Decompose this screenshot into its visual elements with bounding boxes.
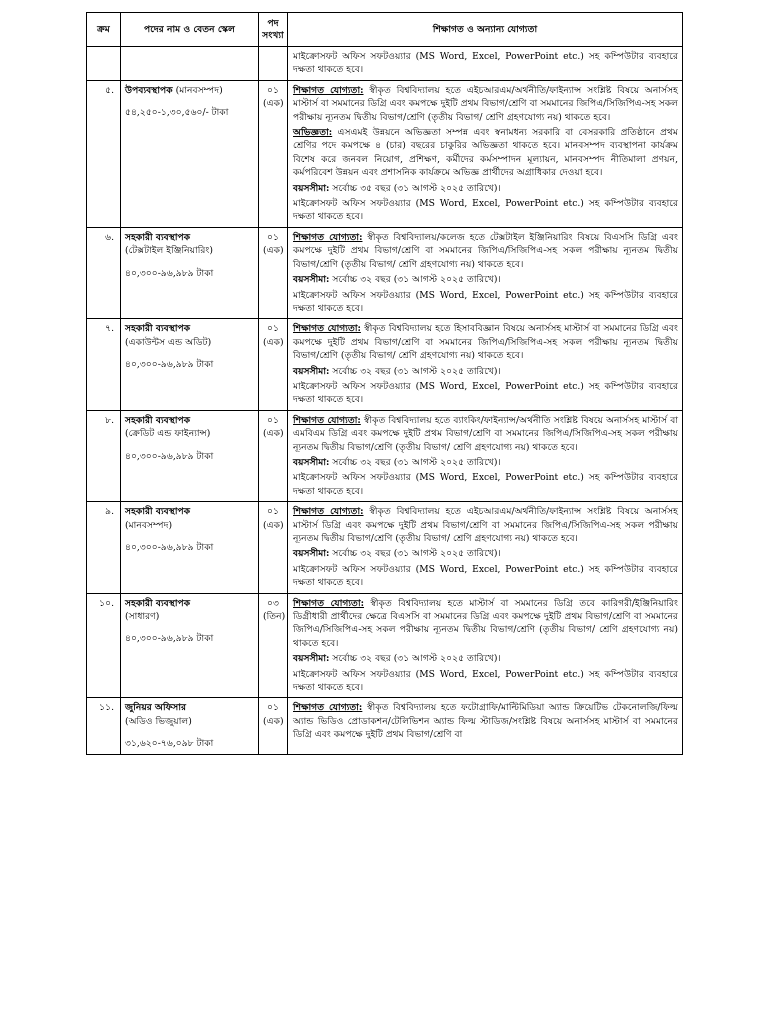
- age-limit-text: সর্বোচ্চ ৩২ বছর (৩১ আগস্ট ২০২৫ তারিখে)।: [329, 274, 501, 286]
- qualification-cell: [288, 47, 683, 81]
- header-count-line1: পদ: [267, 17, 279, 29]
- post-count-number: ০১: [267, 84, 279, 96]
- age-limit-text: সর্বোচ্চ ৩৫ বছর (৩১ আগস্ট ২০২৫ তারিখে)।: [329, 182, 501, 194]
- age-limit-text: সর্বোচ্চ ৩২ বছর (৩১ আগস্ট ২০২৫ তারিখে)।: [329, 456, 501, 468]
- table-row: [87, 593, 683, 698]
- education-label: শিক্ষাগত যোগ্যতা:: [293, 84, 364, 96]
- age-limit-paragraph: [293, 273, 678, 286]
- post-cell: [121, 593, 259, 698]
- count-cell: [259, 593, 288, 698]
- continuation-row: [87, 47, 683, 81]
- count-cell: [259, 319, 288, 410]
- education-text: স্বীকৃত বিশ্ববিদ্যালয় হতে মাস্টার্স বা সমমানের ডিগ্রি তবে কারিগরী/ইঞ্জিনিয়ারিং ডিগ্রীধারী প্রার্থীদের ক্ষেত্রে বিএসসি বা সমমানের ডিগ্রি এবং কমপক্ষে দুইটি প্রথম বিভাগ/শ্রেণি বা সমমানের জিপিএ/সিজিপিএ-সহ সকল পরীক্ষায় ন্যূনতম দ্বিতীয় বিভাগ/শ্রেণি (তৃতীয় বিভাগ/ শ্রেণি গ্রহণযোগ্য নয়) থাকতে হবে।: [293, 597, 679, 649]
- age-limit-text: সর্বোচ্চ ৩২ বছর (৩১ আগস্ট ২০২৫ তারিখে)।: [329, 548, 501, 560]
- post-count-word: (তিন): [263, 611, 286, 623]
- header-post: পদের নাম ও বেতন স্কেল: [121, 13, 259, 47]
- post-cell: [121, 47, 259, 81]
- age-limit-text: সর্বোচ্চ ৩২ বছর (৩১ আগস্ট ২০২৫ তারিখে)।: [329, 653, 501, 665]
- education-paragraph: [293, 322, 678, 362]
- age-limit-label: বয়সসীমা:: [293, 274, 330, 286]
- age-limit-paragraph: [293, 652, 678, 665]
- table-row: [87, 227, 683, 318]
- post-department: (একাউন্টস এন্ড অডিট): [125, 336, 212, 348]
- serial-cell: [87, 698, 121, 754]
- computer-skill-text: মাইক্রোসফট অফিস সফটওয়্যার (MS Word, Excel, PowerPoint etc.) সহ কম্পিউটার ব্যবহারে দক্ষতা থাকতে হবে।: [293, 198, 678, 223]
- table-header-row: [87, 13, 683, 47]
- count-cell: [259, 80, 288, 227]
- pay-scale: ৪০,৩০০-৯৬,৯৮৯ টাকা: [125, 633, 214, 645]
- serial-cell: [87, 319, 121, 410]
- count-cell: [259, 227, 288, 318]
- post-cell: [121, 502, 259, 593]
- serial-number: ১০.: [99, 597, 114, 609]
- age-limit-paragraph: [293, 547, 678, 560]
- post-department: (মানবসম্পদ): [125, 519, 173, 531]
- job-requirements-table: [86, 12, 683, 755]
- post-count-number: ০১: [267, 506, 279, 518]
- table-row: [87, 80, 683, 227]
- post-count-number: ০১: [267, 414, 279, 426]
- age-limit-label: বয়সসীমা:: [293, 548, 330, 560]
- qualification-cell: [288, 80, 683, 227]
- education-paragraph: [293, 231, 678, 271]
- post-count-word: (এক): [263, 245, 284, 257]
- header-serial: ক্রম: [87, 13, 121, 47]
- education-paragraph: [293, 414, 678, 454]
- post-department: (সাধারণ): [125, 611, 160, 623]
- count-cell: [259, 47, 288, 81]
- age-limit-paragraph: [293, 182, 678, 195]
- serial-number: ৭.: [105, 323, 114, 335]
- post-department: (মানবসম্পদ): [175, 84, 223, 96]
- table-row: [87, 502, 683, 593]
- serial-cell: [87, 593, 121, 698]
- serial-number: ৮.: [105, 414, 114, 426]
- pay-scale: ৩১,৬২০-৭৬,০৯৮ টাকা: [125, 738, 214, 750]
- age-limit-label: বয়সসীমা:: [293, 456, 330, 468]
- experience-label: অভিজ্ঞতা:: [293, 127, 333, 139]
- serial-cell: [87, 47, 121, 81]
- education-label: শিক্ষাগত যোগ্যতা:: [293, 506, 364, 518]
- education-label: শিক্ষাগত যোগ্যতা:: [293, 702, 363, 714]
- education-label: শিক্ষাগত যোগ্যতা:: [293, 414, 361, 426]
- serial-number: ৯.: [105, 506, 114, 518]
- post-count-number: ০১: [267, 702, 279, 714]
- education-text: স্বীকৃত বিশ্ববিদ্যালয় হতে এইচআরএম/অর্থনীতি/ফাইন্যান্স সংশ্লিষ্ট বিষয়ে অনার্সসহ মাস্টার্স বা সমমানের ডিগ্রি এবং কমপক্ষে দুইটি প্রথম বিভাগ/শ্রেণি বা সমমানের জিপিএ/সিজিপিএ-সহ সকল পরীক্ষায় ন্যূনতম দ্বিতীয় বিভাগ/শ্রেণি (তৃতীয় বিভাগ/ শ্রেণি গ্রহণযোগ্য নয়) থাকতে হবে।: [293, 84, 679, 123]
- computer-skill-text: মাইক্রোসফট অফিস সফটওয়্যার (MS Word, Excel, PowerPoint etc.) সহ কম্পিউটার ব্যবহারে দক্ষতা থাকতে হবে।: [293, 51, 678, 76]
- header-count: [259, 13, 288, 47]
- qualification-cell: [288, 593, 683, 698]
- serial-number: ৬.: [105, 231, 114, 243]
- age-limit-paragraph: [293, 365, 678, 378]
- post-department: (ক্রেডিট এন্ড ফাইন্যান্স): [125, 428, 211, 440]
- computer-skill-text: মাইক্রোসফট অফিস সফটওয়্যার (MS Word, Excel, PowerPoint etc.) সহ কম্পিউটার ব্যবহারে দক্ষতা থাকতে হবে।: [293, 380, 678, 406]
- post-count-word: (এক): [263, 428, 284, 440]
- education-text: স্বীকৃত বিশ্ববিদ্যালয়/কলেজ হতে টেক্সটাইল ইঞ্জিনিয়ারিং বিষয়ে বিএসসি ডিগ্রি এবং কমপক্ষে দুইটি প্রথম বিভাগ/শ্রেণি বা সমমানের জিপিএ/সিজিপিএ-সহ সকল পরীক্ষায় ন্যূনতম দ্বিতীয় বিভাগ/শ্রেণি (তৃতীয় বিভাগ/ শ্রেণি গ্রহণযোগ্য নয়) থাকতে হবে।: [293, 231, 679, 270]
- post-count-number: ০৩: [267, 597, 279, 609]
- post-name: সহকারী ব্যবস্থাপক: [125, 323, 191, 335]
- qualification-cell: [288, 227, 683, 318]
- post-name: সহকারী ব্যবস্থাপক: [125, 597, 191, 609]
- post-cell: [121, 319, 259, 410]
- qualification-cell: [288, 319, 683, 410]
- post-count-word: (এক): [263, 336, 284, 348]
- post-name: জুনিয়র অফিসার: [125, 702, 187, 714]
- experience-paragraph: [293, 126, 678, 180]
- education-text: স্বীকৃত বিশ্ববিদ্যালয় হতে হিসাববিজ্ঞান বিষয়ে অনার্সসহ মাস্টার্স বা সমমানের ডিগ্রি এবং কমপক্ষে দুইটি প্রথম বিভাগ/শ্রেণি বা সমমানের জিপিএ/সিজিপিএ-সহ সকল পরীক্ষায় ন্যূনতম দ্বিতীয় বিভাগ/শ্রেণি (তৃতীয় বিভাগ/ শ্রেণি গ্রহণযোগ্য নয়) থাকতে হবে।: [293, 323, 678, 362]
- qualification-cell: [288, 698, 683, 754]
- serial-number: ৫.: [105, 84, 114, 96]
- serial-cell: [87, 80, 121, 227]
- post-name: সহকারী ব্যবস্থাপক: [125, 231, 191, 243]
- education-paragraph: [293, 701, 678, 741]
- computer-skill-text: মাইক্রোসফট অফিস সফটওয়্যার (MS Word, Excel, PowerPoint etc.) সহ কম্পিউটার ব্যবহারে দক্ষতা থাকতে হবে।: [293, 563, 678, 589]
- education-paragraph: [293, 505, 678, 545]
- education-label: শিক্ষাগত যোগ্যতা:: [293, 597, 365, 609]
- age-limit-text: সর্বোচ্চ ৩২ বছর (৩১ আগস্ট ২০২৫ তারিখে)।: [329, 365, 501, 377]
- header-qualification: শিক্ষাগত ও অন্যান্য যোগ্যতা: [288, 13, 683, 47]
- post-name: সহকারী ব্যবস্থাপক: [125, 506, 191, 518]
- age-limit-paragraph: [293, 456, 678, 469]
- computer-skill-text: মাইক্রোসফট অফিস সফটওয়্যার (MS Word, Excel, PowerPoint etc.) সহ কম্পিউটার ব্যবহারে দক্ষতা থাকতে হবে।: [293, 472, 678, 497]
- table-row: [87, 410, 683, 501]
- post-count-number: ০১: [267, 323, 279, 335]
- post-count-number: ০১: [267, 231, 279, 243]
- header-count-line2: সংখ্যা: [262, 29, 284, 41]
- pay-scale: ৪০,৩০০-৯৬,৯৮৯ টাকা: [125, 359, 214, 371]
- qualification-cell: [288, 410, 683, 501]
- post-cell: [121, 698, 259, 754]
- serial-cell: [87, 227, 121, 318]
- post-cell: [121, 80, 259, 227]
- count-cell: [259, 410, 288, 501]
- post-count-word: (এক): [263, 519, 284, 531]
- post-cell: [121, 410, 259, 501]
- post-department: (অডিও ভিজুয়াল): [125, 715, 192, 727]
- post-name: সহকারী ব্যবস্থাপক: [125, 414, 191, 426]
- serial-number: ১১.: [99, 702, 114, 714]
- pay-scale: ৪০,৩০০-৯৬,৯৮৯ টাকা: [125, 450, 214, 462]
- age-limit-label: বয়সসীমা:: [293, 653, 330, 665]
- count-cell: [259, 502, 288, 593]
- post-cell: [121, 227, 259, 318]
- post-department: (টেক্সটাইল ইঞ্জিনিয়ারিং): [125, 245, 213, 257]
- pay-scale: ৪০,৩০০-৯৬,৯৮৯ টাকা: [125, 267, 214, 279]
- education-text: স্বীকৃত বিশ্ববিদ্যালয় হতে ফটোগ্রাফি/মাল্টিমিডিয়া অ্যান্ড ক্রিয়েটিভ টেকনোলজি/ফিল্ম অ্যান্ড ভিডিও প্রোডাকশন/টেলিভিশন অ্যান্ড ফিল্ম স্টাডিজ/সংশ্লিষ্ট বিষয়ে অনার্সসহ মাস্টার্স বা সমমানের ডিগ্রি এবং কমপক্ষে দুইটি প্রথম বিভাগ/শ্রেণি বা: [293, 702, 678, 741]
- pay-scale: ৪০,৩০০-৯৬,৯৮৯ টাকা: [125, 542, 214, 553]
- serial-cell: [87, 410, 121, 501]
- education-label: শিক্ষাগত যোগ্যতা:: [293, 231, 363, 243]
- education-paragraph: [293, 84, 678, 124]
- computer-skill-text: মাইক্রোসফট অফিস সফটওয়্যার (MS Word, Excel, PowerPoint etc.) সহ কম্পিউটার ব্যবহারে দক্ষতা থাকতে হবে।: [293, 668, 678, 694]
- post-count-word: (এক): [263, 98, 284, 110]
- education-label: শিক্ষাগত যোগ্যতা:: [293, 323, 361, 335]
- pay-scale: ৫৪,২৫০-১,৩০,৫৬০/- টাকা: [125, 107, 229, 119]
- post-name: উপব্যবস্থাপক: [125, 84, 173, 96]
- table-row: [87, 319, 683, 410]
- count-cell: [259, 698, 288, 754]
- education-text: স্বীকৃত বিশ্ববিদ্যালয় হতে এইচআরএম/অর্থনীতি/ফাইন্যান্স সংশ্লিষ্ট বিষয়ে অনার্সসহ মাস্টার্স ডিগ্রি এবং কমপক্ষে দুইটি প্রথম বিভাগ/শ্রেণি বা সমমানের জিপিএ/সিজিপিএ-সহ সকল পরীক্ষায় ন্যূনতম দ্বিতীয় বিভাগ/শ্রেণি (তৃতীয় বিভাগ/ শ্রেণি গ্রহণযোগ্য নয়) থাকতে হবে।: [293, 506, 679, 544]
- education-text: স্বীকৃত বিশ্ববিদ্যালয় হতে ব্যাংকিং/ফাইন্যান্স/অর্থনীতি সংশ্লিষ্ট বিষয়ে অনার্সসহ মাস্টার্স বা এমবিএম ডিগ্রি এবং কমপক্ষে দুইটি প্রথম বিভাগ/শ্রেণি বা সমমানের জিপিএ/সিজিপিএ-সহ সকল পরীক্ষায় ন্যূনতম দ্বিতীয় বিভাগ/শ্রেণি (তৃতীয় বিভাগ/ শ্রেণি গ্রহণযোগ্য নয়) থাকতে হবে।: [293, 414, 678, 453]
- age-limit-label: বয়সসীমা:: [293, 365, 330, 377]
- experience-text: এসএমই উন্নয়নে অভিজ্ঞতা সম্পন্ন এবং স্বনামধন্য সরকারি বা বেসরকারি প্রতিষ্ঠানে প্রথম শ্রেণির পদে কমপক্ষে ৪ (চার) বছরের চাকুরির অভিজ্ঞতা থাকতে হবে। মানবসম্পদ ব্যবস্থাপনা কার্যক্রম বিশেষ করে জনবল নিয়োগ, প্রশিক্ষণ, কর্মীদের কর্মসম্পাদন মূল্যায়ন, মানবসম্পদ নীতিমালা প্রণয়ন, কর্মপরিবেশ উন্নয়ন এবং প্রশাসনিক কার্যক্রমে অভিজ্ঞ প্রার্থীদের অগ্রাধিকার দেওয়া হবে।: [293, 127, 678, 179]
- computer-skill-text: মাইক্রোসফট অফিস সফটওয়্যার (MS Word, Excel, PowerPoint etc.) সহ কম্পিউটার ব্যবহারে দক্ষতা থাকতে হবে।: [293, 289, 678, 314]
- education-paragraph: [293, 597, 678, 651]
- table-row: [87, 698, 683, 754]
- qualification-cell: [288, 502, 683, 593]
- post-count-word: (এক): [263, 715, 284, 727]
- serial-cell: [87, 502, 121, 593]
- age-limit-label: বয়সসীমা:: [293, 182, 330, 194]
